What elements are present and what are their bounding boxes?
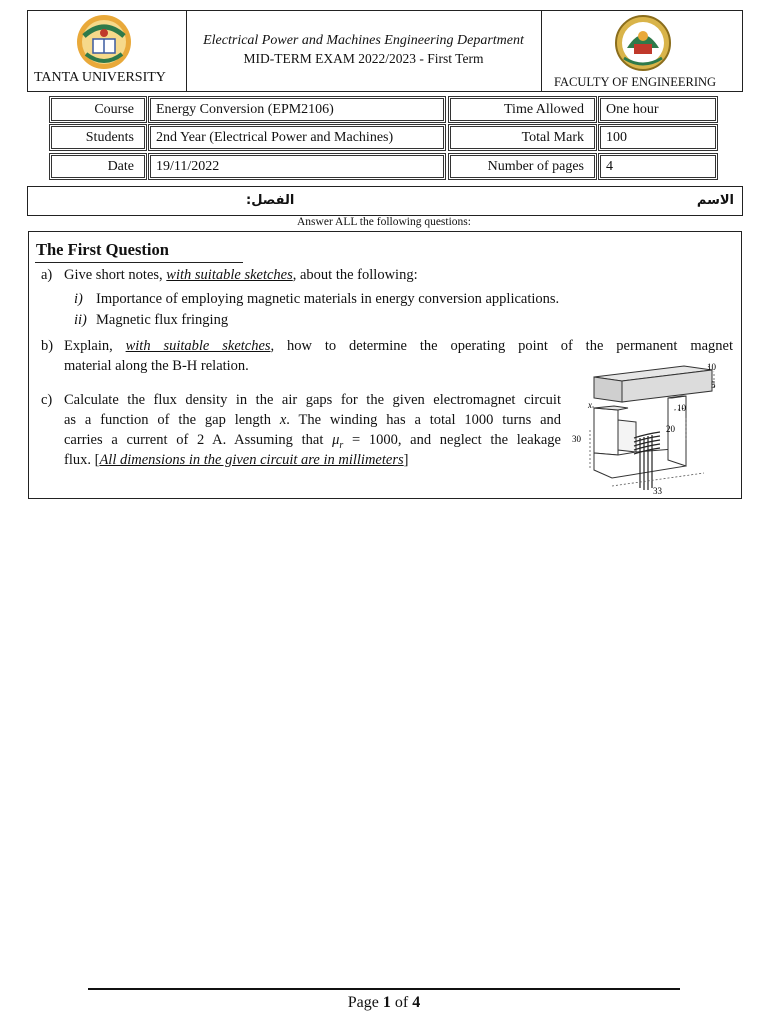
- question-title: The First Question: [36, 240, 169, 259]
- page-word: Page: [347, 994, 379, 1011]
- dim-window: 20: [666, 424, 675, 434]
- core-window: [618, 420, 636, 452]
- part-c-marker: c): [41, 392, 53, 408]
- part-a-text: [64, 267, 418, 284]
- of-word: of: [394, 994, 409, 1011]
- student-info-box[interactable]: [27, 186, 743, 216]
- part-c-line-3-end: = 1000, and neglect the leakage: [343, 432, 561, 448]
- part-b-text-end: , how to determine the operating point of the permanent magnet: [270, 338, 734, 354]
- footer-rule: [88, 988, 680, 990]
- department-name: Electrical Power and Machines Engineering Department: [203, 33, 524, 48]
- exam-title: MID-TERM EXAM 2022/2023 - First Term: [243, 51, 484, 66]
- pages-value: 4: [598, 153, 718, 180]
- part-c-line-4: [64, 452, 408, 469]
- date-value: 19/11/2022: [148, 153, 446, 180]
- part-b-line-1: [64, 338, 733, 355]
- faculty-logo: [614, 14, 672, 72]
- part-a-text-start: Give short notes,: [64, 267, 167, 283]
- mu-symbol: μ: [332, 432, 340, 448]
- part-c-line-2-start: as a function of the gap length: [64, 412, 280, 428]
- students-label: Students: [49, 124, 147, 151]
- total-mark-label: Total Mark: [448, 124, 597, 151]
- dim-top-height: 5: [711, 380, 716, 390]
- gap-variable: x: [279, 412, 287, 428]
- time-allowed-value: One hour: [598, 96, 718, 123]
- part-b-text-start: Explain,: [64, 338, 113, 354]
- students-value: 2nd Year (Electrical Power and Machines): [148, 124, 446, 151]
- part-a-emphasis: with suitable sketches: [166, 267, 293, 283]
- current-page: 1: [382, 994, 391, 1011]
- mu-subscript: r: [339, 439, 344, 451]
- dim-length: 33: [653, 486, 662, 496]
- part-c-line-4-start: flux. [: [64, 452, 100, 468]
- part-b-emphasis: with suitable sketches: [125, 338, 271, 354]
- armature-front-face: [594, 377, 622, 402]
- student-name-label: الاسم: [696, 193, 734, 208]
- part-c-line-4-end: ]: [403, 452, 409, 468]
- title-underline: [35, 262, 243, 263]
- part-a-text-end: , about the following:: [292, 267, 418, 283]
- page-number: [0, 994, 768, 1012]
- time-allowed-label: Time Allowed: [448, 96, 597, 123]
- part-a-marker: a): [41, 267, 53, 283]
- dim-gap: x: [588, 400, 592, 410]
- dim-height: 30: [572, 434, 581, 444]
- pages-label: Number of pages: [448, 153, 597, 180]
- electromagnet-diagram: [568, 360, 740, 500]
- part-b-marker: b): [41, 338, 54, 354]
- part-ai-text: Importance of employing magnetic materials in energy conversion applications.: [96, 291, 560, 307]
- instructions: Answer ALL the following questions:: [297, 216, 471, 228]
- dim-top-width: 10: [707, 362, 716, 372]
- dim-leg-width: 10: [677, 403, 686, 413]
- part-c-line-3: [64, 432, 561, 451]
- course-value: Energy Conversion (EPM2106): [148, 96, 446, 123]
- faculty-cell: [541, 11, 743, 91]
- tanta-university-logo: [76, 14, 132, 70]
- part-aii-text: Magnetic flux fringing: [96, 312, 229, 328]
- part-aii-marker: ii): [74, 312, 87, 328]
- faculty-name: FACULTY OF ENGINEERING: [554, 75, 717, 89]
- date-label: Date: [49, 153, 147, 180]
- university-name: TANTA UNIVERSITY: [34, 70, 166, 85]
- exam-header: [27, 10, 743, 92]
- part-c-line-2-end: . The winding has a total 1000 turns and: [286, 412, 562, 428]
- part-c-emphasis: All dimensions in the given circuit are in millimeters: [99, 452, 404, 468]
- total-mark-value: 100: [598, 124, 718, 151]
- part-c-line-2: [64, 412, 561, 429]
- core-left-leg: [594, 408, 618, 455]
- class-label: الفصل:: [246, 193, 295, 208]
- part-b-line-2: material along the B-H relation.: [64, 358, 249, 374]
- course-label: Course: [49, 96, 147, 123]
- total-pages: 4: [412, 994, 421, 1011]
- part-c-line-3-start: carries a current of 2 A. Assuming that: [64, 432, 333, 448]
- university-cell: [28, 11, 187, 91]
- part-ai-marker: i): [74, 291, 83, 307]
- part-c-line-1: Calculate the flux density in the air gaps for the given electromagnet circuit: [64, 392, 561, 408]
